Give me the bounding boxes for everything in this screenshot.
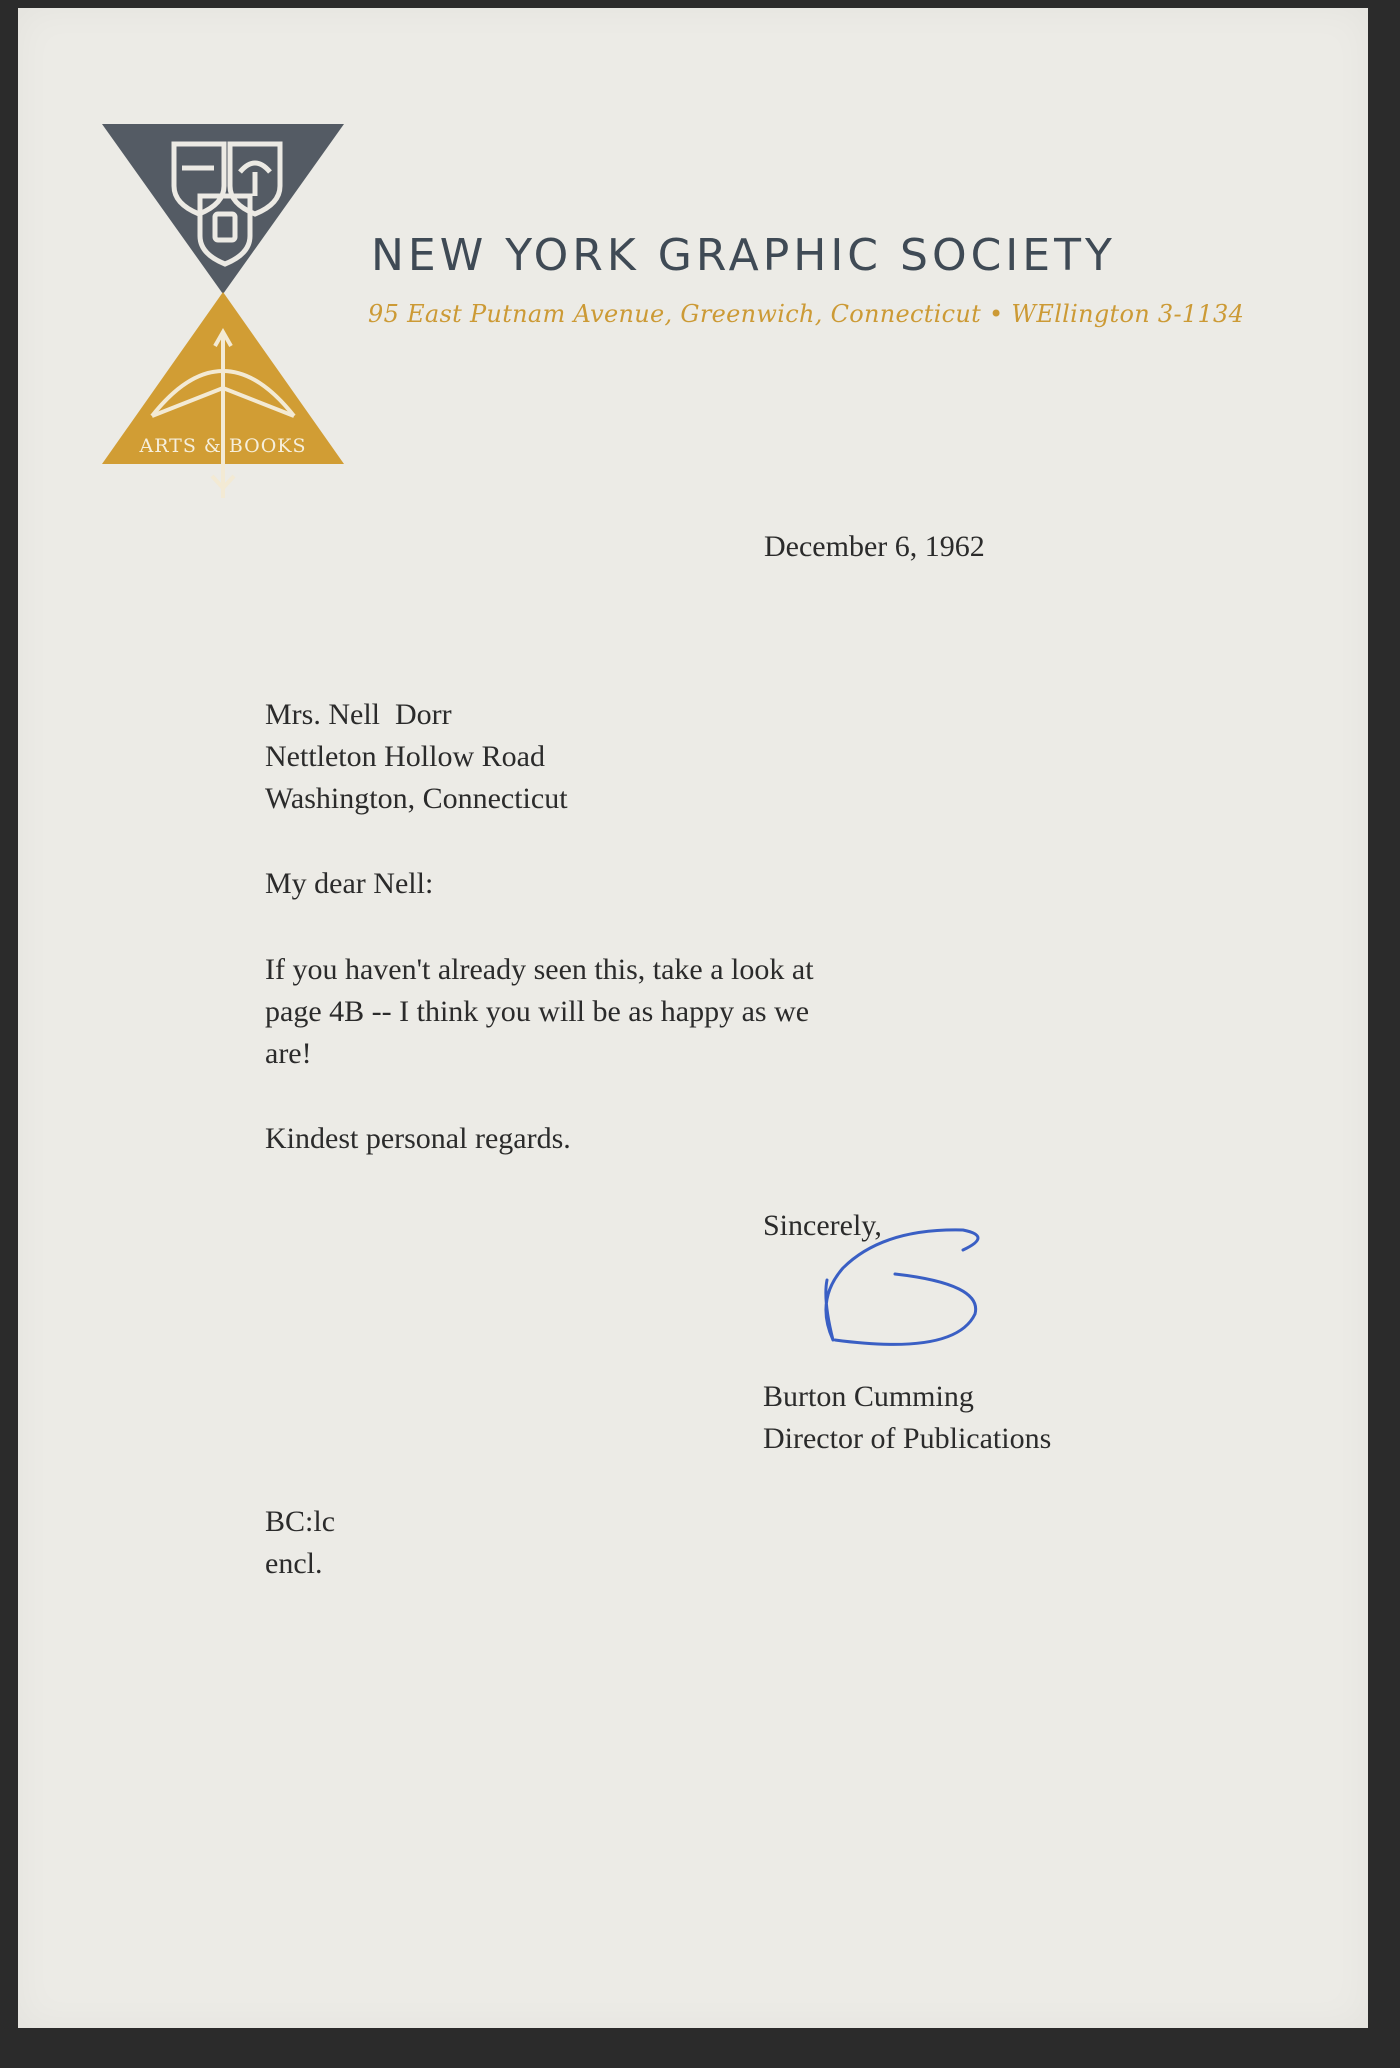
enclosure-note: encl. — [265, 1547, 323, 1580]
reference-initials — [265, 1501, 335, 1585]
signer-block — [763, 1376, 1051, 1460]
handwritten-signature — [793, 1218, 1025, 1368]
signoff: Sincerely, — [763, 1209, 882, 1242]
signer-name: Burton Cumming — [763, 1380, 974, 1413]
body-line: page 4B -- I think you will be as happy as we — [265, 995, 810, 1028]
letter-body — [265, 949, 814, 1075]
organization-address: 95 East Putnam Avenue, Greenwich, Connecticut • WEllington 3-1134 — [368, 300, 1245, 328]
letter-date: December 6, 1962 — [764, 530, 985, 563]
recipient-name: Mrs. Nell Dorr — [265, 698, 452, 731]
recipient-address — [265, 694, 568, 820]
signer-title: Director of Publications — [763, 1422, 1052, 1455]
body-line: are! — [265, 1037, 312, 1070]
letter-page — [18, 8, 1368, 2028]
recipient-city: Washington, Connecticut — [265, 782, 568, 815]
logo-arts-books-text: ARTS & BOOKS — [139, 435, 307, 457]
typist-initials: BC:lc — [265, 1505, 336, 1538]
society-logo — [102, 116, 344, 506]
organization-name: NEW YORK GRAPHIC SOCIETY — [371, 230, 1116, 281]
closing-remark: Kindest personal regards. — [265, 1122, 571, 1155]
salutation: My dear Nell: — [265, 867, 434, 900]
body-line: If you haven't already seen this, take a look at — [265, 953, 814, 986]
recipient-street: Nettleton Hollow Road — [265, 740, 545, 773]
